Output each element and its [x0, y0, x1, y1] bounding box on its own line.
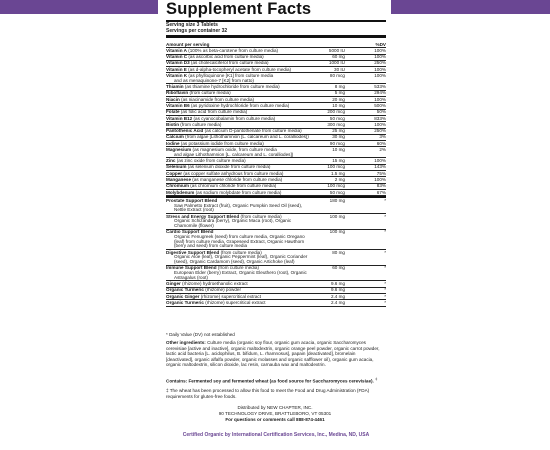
nutrient-dv: 100%: [374, 73, 386, 79]
nutrient-label: Organic Ginger: [166, 293, 200, 299]
nutrient-label: Vitamin D3: [166, 60, 190, 66]
table-row: [166, 73, 386, 84]
nutrient-name: [166, 129, 310, 134]
nutrient-desc: (as potassium iodide from culture media): [179, 140, 264, 146]
nutrient-label: Vitamin E: [166, 66, 187, 72]
nutrient-dv: 67%: [376, 189, 386, 195]
nutrient-amount: 80 mg: [332, 249, 345, 255]
nutrient-label: Organic Turmeric: [166, 299, 204, 305]
nutrient-name: [166, 135, 310, 140]
nutrient-name: [166, 165, 310, 170]
nutrient-label: Biotin: [166, 121, 180, 127]
nutrient-amount: 10 mg: [332, 147, 345, 153]
nutrient-name: [166, 301, 310, 306]
nutrient-desc: (rhizome) supercritical extract: [199, 293, 261, 299]
nutrient-name: [166, 159, 310, 164]
nutrient-desc: (from culture media): [219, 249, 262, 255]
nutrient-label: Vitamin C: [166, 54, 188, 60]
nutrient-desc: (rhizome) powder: [203, 287, 241, 293]
nutrient-label: Vitamin B6: [166, 102, 190, 108]
nutrient-desc: (100% as beta-carotene from culture media): [186, 47, 279, 53]
nutrient-subline: Organic Schizandra (berry), Organic Maca (root), Organic Chamomile (flower): [174, 218, 292, 228]
nutrient-amount: 200 mcg: [327, 109, 345, 115]
nutrient-desc: (as manganese chloride from culture media): [191, 176, 283, 182]
contains-mark: ‡: [375, 376, 378, 381]
nutrient-label: Calcium: [166, 134, 184, 140]
nutrient-subline: Saw Palmetto Extract (fruit), Organic Pumpkin Seed Oil (seed), Nettle Extract (root): [174, 202, 303, 213]
nutrient-desc: (as chromium chloride from culture media): [188, 183, 277, 189]
nutrient-amount: 50 mcg: [329, 115, 345, 121]
questions-line: [166, 417, 384, 423]
nutrient-desc: (rhizome) hydroethanolic extract: [180, 281, 248, 287]
nutrient-dv: *: [384, 213, 386, 219]
table-row: [166, 147, 386, 158]
nutrient-label: Vitamin B12: [166, 115, 193, 121]
nutrient-amount: 30 mg: [332, 134, 345, 140]
nutrient-label: Riboflavin: [166, 90, 189, 96]
table-row: [166, 300, 386, 306]
nutrient-dv: 294%: [374, 90, 386, 96]
table-row: [166, 214, 386, 230]
nutrient-subline: Organic Fenugreek (seed) from culture media, Organic Oregano (leaf) from culture media, Grapeseed Extract, Organic Hawthorn (berry and seed) from culture media: [174, 233, 305, 249]
questions-text: For questions or comments call 888-874-4461: [225, 417, 325, 422]
serving-size: Serving size 3 Tablets: [166, 22, 218, 28]
amount-header: Amount per serving: [166, 41, 210, 47]
nutrient-dv: 60%: [376, 140, 386, 146]
nutrient-amount: 5 mg: [334, 90, 345, 96]
nutrient-amount: 100 mcg: [327, 183, 345, 189]
nutrient-label: Molybdenum: [166, 189, 195, 195]
nutrient-desc: (as cyanocobalamin from culture media): [192, 115, 276, 121]
table-row: [166, 266, 386, 282]
nutrient-name: [166, 148, 310, 157]
nutrient-desc: (as copper sulfate anhydrous from culture media): [182, 170, 284, 176]
serving-rule: [166, 35, 386, 38]
nutrient-dv: 3%: [379, 134, 386, 140]
nutrient-name: [166, 91, 310, 96]
nutrient-label: Manganese: [166, 176, 192, 182]
nutrient-desc: (as cholecalciferol from culture media): [189, 60, 269, 66]
nutrient-label: Stress and Energy Support Blend: [166, 213, 240, 219]
nutrient-subline: and algae Lithothamnion [L. calcareum and L. coralliodes]): [174, 151, 294, 157]
nutrient-dv: 250%: [374, 128, 386, 134]
nutrient-amount: 100 mg: [329, 213, 345, 219]
nutrient-label: Magnesium: [166, 147, 192, 153]
nutrient-subline: Organic Aloe (leaf), Organic Peppermint (leaf), Organic Coriander (seed), Organic Cardamom (seed), Organic Artichoke (leaf): [174, 254, 308, 265]
nutrient-label: Vitamin K: [166, 73, 188, 79]
nutrient-dv: 100%: [374, 121, 386, 127]
nutrient-label: Iodine: [166, 140, 180, 146]
nutrient-amount: 9.6 mg: [330, 281, 345, 287]
nutrient-label: Niacin: [166, 96, 180, 102]
nutrient-desc: (from culture media): [239, 213, 282, 219]
address: 90 TECHNOLOGY DRIVE, BRATTLEBORO, VT 05301: [218, 411, 332, 416]
nutrient-desc: (as folic acid from culture media): [179, 109, 248, 115]
nutrient-desc: (as magnesium oxide, from culture media: [191, 147, 277, 153]
nutrient-amount: 90 mcg: [329, 140, 345, 146]
nutrient-name: [166, 61, 310, 66]
nutrient-amount: 1.5 mg: [330, 170, 345, 176]
nutrient-name: [166, 251, 310, 265]
nutrient-amount: 5000 IU: [328, 47, 345, 53]
nutrient-dv: 83%: [376, 183, 386, 189]
nutrient-label: Copper: [166, 170, 183, 176]
nutrient-dv: 100%: [374, 54, 386, 60]
nutrient-label: Pantothenic Acid: [166, 128, 204, 134]
nutrient-amount: 30 IU: [334, 66, 345, 72]
table-row: [166, 250, 386, 266]
nutrient-label: Ginger: [166, 281, 181, 287]
nutrient-desc: (rhizome) supercritical extract: [203, 299, 266, 305]
nutrient-name: [166, 98, 310, 103]
nutrient-desc: (as phylloquinone [K1] from culture media: [187, 73, 274, 79]
nutrient-desc: (from culture media): [216, 265, 259, 271]
nutrient-amount: 15 mg: [332, 158, 345, 164]
certified-organic-line: Certified Organic by International Certification Services, Inc., Medina, ND, USA: [182, 432, 370, 438]
contains-statement: [166, 376, 384, 384]
nutrient-amount: 2.4 mg: [330, 299, 345, 305]
purple-band-right: [391, 0, 550, 14]
dv-footnote: * Daily Value (DV) not established: [166, 332, 235, 337]
distributed-by: Distributed by NEW CHAPTER, INC.: [237, 405, 313, 410]
nutrient-amount: 25 mg: [332, 128, 345, 134]
nutrient-dv: 833%: [374, 115, 386, 121]
nutrient-label: Immune Support Blend: [166, 265, 217, 271]
nutrient-name: [166, 266, 310, 280]
nutrient-desc: (as ascorbic acid from culture media): [187, 54, 264, 60]
nutrient-desc: (as calcium D-pantothenate from culture media): [203, 128, 302, 134]
dv-header: %DV: [375, 41, 386, 47]
nutrient-amount: 9.6 mg: [330, 287, 345, 293]
nutrient-dv: 100%: [374, 158, 386, 164]
servings-per-container: Servings per container 32: [166, 28, 228, 34]
nutrient-label: Cardio Support Blend: [166, 229, 214, 235]
nutrient-amount: 80 mcg: [329, 73, 345, 79]
nutrient-label: Organic Turmeric: [166, 287, 204, 293]
nutrient-amount: 1000 IU: [328, 60, 345, 66]
nutrient-dv: *: [384, 249, 386, 255]
nutrient-name: [166, 123, 310, 128]
nutrient-label: Digestive Support Blend: [166, 249, 220, 255]
table-row: [166, 230, 386, 250]
nutrient-desc: (as sodium molybdate from culture media): [194, 189, 282, 195]
nutrient-desc: (as thiamine hydrochloride from culture media): [183, 84, 280, 90]
nutrient-amount: 2.4 mg: [330, 293, 345, 299]
other-ingredients-label: Other ingredients:: [166, 340, 206, 345]
nutrient-name: [166, 191, 310, 196]
table-row: [166, 196, 386, 214]
nutrient-label: Zinc: [166, 158, 176, 164]
nutrient-name: [166, 199, 310, 213]
nutrient-desc: (as d-alpha-tocopheryl acetate from culture media): [186, 66, 292, 72]
purple-band-left: [0, 0, 158, 14]
nutrient-dv: *: [384, 287, 386, 293]
nutrient-name: [166, 85, 310, 90]
nutrient-name: [166, 74, 310, 83]
nutrient-desc: (from culture media): [179, 121, 222, 127]
nutrient-desc: (from algae [Lithothamnion [L. calcareum and L. coralliodes]): [183, 134, 309, 140]
nutrient-label: Chromium: [166, 183, 189, 189]
nutrient-desc: (as niacinamide from culture media): [179, 96, 255, 102]
nutrient-amount: 60 mg: [332, 265, 345, 271]
nutrient-subline: and as menaquinone-7 [K2] from natto): [174, 77, 254, 83]
nutrient-dv: 100%: [374, 66, 386, 72]
nutrient-name: [166, 117, 310, 122]
nutrient-label: Selenium: [166, 164, 187, 170]
panel-title: Supplement Facts: [166, 0, 312, 18]
nutrient-name: [166, 104, 310, 109]
nutrient-amount: 10 mg: [332, 102, 345, 108]
nutrient-name: [166, 178, 310, 183]
nutrient-name: [166, 282, 310, 287]
nutrient-name: [166, 288, 310, 293]
nutrient-amount: 20 mg: [332, 96, 345, 102]
nutrient-amount: 60 mg: [332, 54, 345, 60]
nutrient-name: [166, 184, 310, 189]
nutrient-dv: 75%: [376, 170, 386, 176]
nutrient-dv: *: [384, 299, 386, 305]
nutrient-amount: 300 mcg: [327, 121, 345, 127]
nutrient-dv: 533%: [374, 84, 386, 90]
nutrient-name: [166, 142, 310, 147]
nutrient-name: [166, 49, 310, 54]
nutrient-amount: 180 mg: [329, 197, 345, 203]
nutrient-dv: *: [384, 293, 386, 299]
wheat-note: ‡ The wheat has been processed to allow this food to meet the Food and Drug Administration (FDA) requirements for gluten-free foods.: [166, 388, 370, 399]
nutrient-dv: 2%: [379, 147, 386, 153]
nutrient-desc: (as pyridoxine hydrochloride from culture media): [189, 102, 290, 108]
contains-text: Contains: Fermented soy and fermented wheat (as food source for Saccharomyces cerevisiae).: [166, 378, 374, 384]
nutrient-dv: 143%: [374, 164, 386, 170]
nutrient-dv: 250%: [374, 60, 386, 66]
nutrient-dv: 50%: [376, 109, 386, 115]
nutrient-label: Vitamin A: [166, 47, 187, 53]
nutrient-dv: 100%: [374, 176, 386, 182]
other-ingredients: [166, 340, 384, 368]
nutrient-amount: 100 mg: [329, 229, 345, 235]
nutrient-dv: *: [384, 281, 386, 287]
nutrient-dv: 500%: [374, 102, 386, 108]
nutrient-label: Thiamin: [166, 84, 184, 90]
nutrient-name: [166, 172, 310, 177]
nutrient-dv: *: [384, 197, 386, 203]
nutrient-dv: 100%: [374, 96, 386, 102]
nutrient-label: Prostate Support Blend: [166, 197, 218, 203]
nutrient-desc: (from culture media): [188, 90, 231, 96]
nutrient-name: [166, 68, 310, 73]
nutrient-dv: *: [384, 265, 386, 271]
nutrient-amount: 50 mcg: [329, 189, 345, 195]
nutrient-dv: 100%: [374, 47, 386, 53]
nutrient-name: [166, 110, 310, 115]
nutrient-table: [166, 42, 386, 307]
nutrient-name: [166, 295, 310, 300]
nutrient-name: [166, 55, 310, 60]
other-ingredients-text: Culture media (organic soy flour, organic gum acacia, organic Saccharomyces cerevisiae [active and inactive], organic maltodextrin, organic orange peel powder, organic carrot powder, lactic acid bacteria [L. acidophilus, B. bifidum, L. rhamnosus], papain [deactivated], bromelain [deactivated], organic alfalfa powder, organic molasses and organic safflower oil), organic gum acacia, organic maltodextrin, silicon dioxide, lac resin, carnauba wax and maltodextrin.: [166, 340, 380, 368]
nutrient-subline: European Elder (berry) Extract, Organic Eleuthero (root), Organic Astragalus (root): [174, 270, 307, 280]
nutrient-desc: (as zinc oxide from culture media): [175, 158, 246, 164]
nutrient-dv: *: [384, 229, 386, 235]
nutrient-amount: 8 mg: [334, 84, 345, 90]
nutrient-amount: 2 mg: [334, 176, 345, 182]
nutrient-amount: 100 mcg: [327, 164, 345, 170]
nutrient-name: [166, 230, 310, 249]
nutrient-desc: (as selenium dioxide from culture media): [186, 164, 271, 170]
nutrient-name: [166, 215, 310, 229]
nutrient-label: Folate: [166, 109, 180, 115]
